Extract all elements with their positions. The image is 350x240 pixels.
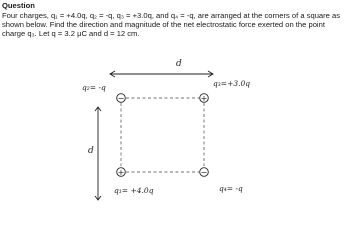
q3-sign: +: [200, 93, 208, 103]
q2-label: q₂= -q: [82, 83, 106, 92]
square-outline: [121, 98, 204, 172]
q2-sign: −: [117, 93, 125, 103]
q4-sign: −: [200, 167, 208, 177]
q1-sign: +: [117, 167, 125, 177]
top-dimension-arrow: [110, 71, 213, 77]
question-text: Four charges, q₁ = +4.0q, q₂ = -q, q₃ = +3.0q, and q₄ = -q, are arranged at the corners of a square as shown below. Find the direction and magnitude of the net electrostatic force exerted on the point charge q₃. Let q = 3.2 μC and d = 12 cm.: [2, 11, 341, 39]
top-d-label: d: [176, 59, 182, 69]
left-dimension-arrow: [95, 107, 101, 200]
q1-label: q₁= +4.0q: [114, 186, 154, 195]
q4-label: q₄= -q: [219, 184, 243, 193]
question-heading: Question: [2, 1, 35, 10]
left-d-label: d: [88, 146, 94, 156]
q3-label: q₃=+3.0q: [213, 79, 251, 88]
